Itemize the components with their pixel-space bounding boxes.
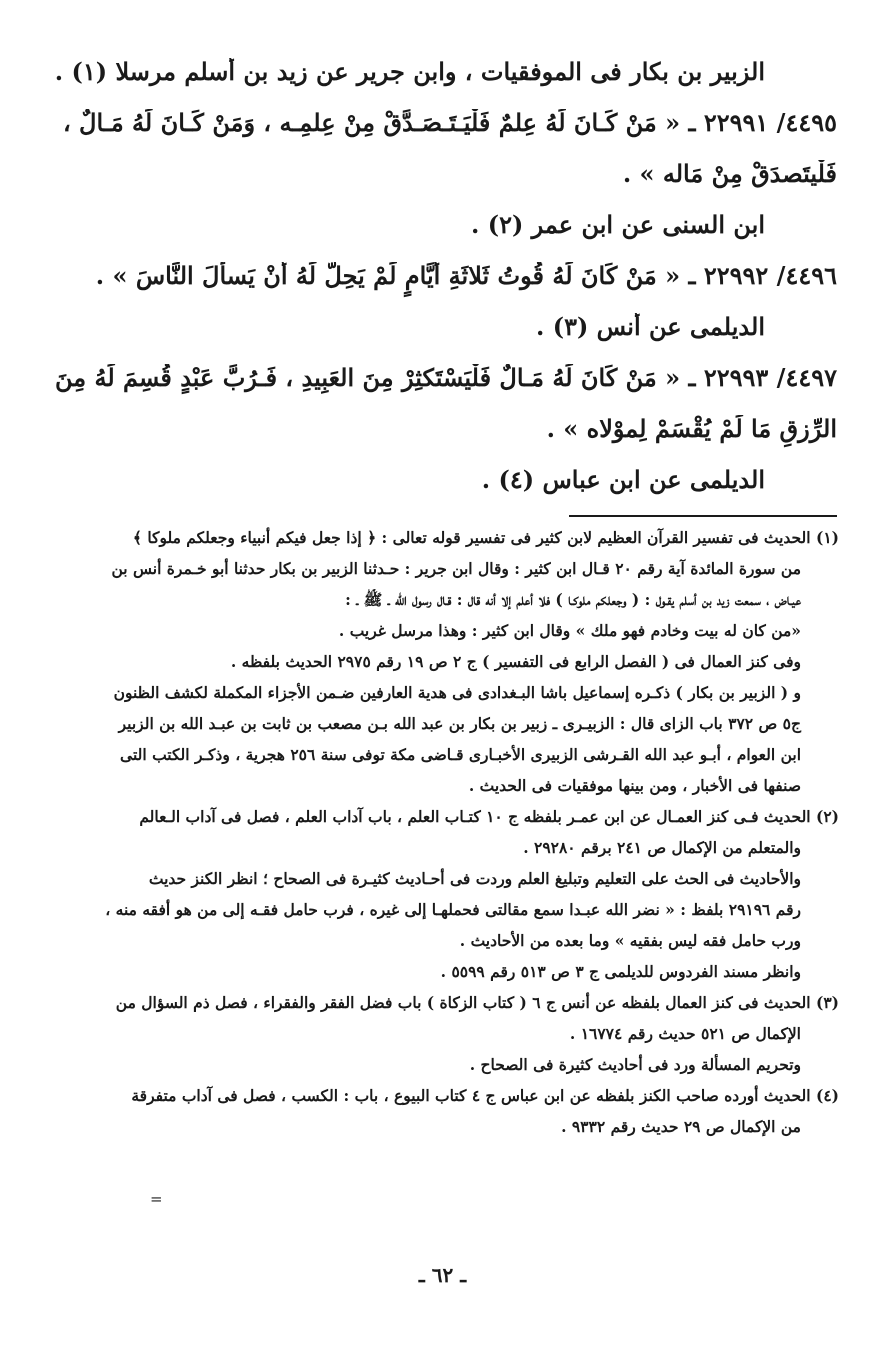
footnote-3-line: (٣) الحديث فى كنز العمال بلفظه عن أنس ج ٦ ( كتاب الزكاة ) باب فضل الفقر والفقراء ، فصل ذم السؤال من — [115, 993, 839, 1012]
footnote-1-line: و ( الزبير بن بكار ) ذكـره إسماعيل باشا البـغدادى فى هدية العارفين ضـمن الأجزاء المكملة لكشف الظنون — [113, 683, 801, 702]
hadith-4497-cont: الرِّزقِ مَا لَمْ يُقْسَمْ لِموْلاه » . — [546, 415, 837, 443]
text-line-attribution: الديلمى عن ابن عباس (٤) . — [481, 466, 765, 494]
footnote-1-line: صنفها فى الأخبار ، ومن بينها موفقيات فى الحديث . — [468, 776, 801, 795]
footnotes — [39, 527, 839, 1147]
footnote-3-line: الإكمال ص ٥٢١ حديث رقم ١٦٧٧٤ . — [569, 1024, 801, 1043]
footnote-2-line: ورب حامل فقه ليس بفقيه » وما بعده من الأحاديث . — [459, 931, 801, 950]
footnote-4-line: (٤) الحديث أورده صاحب الكنز بلفظه عن ابن عباس ج ٤ كتاب البيوع ، باب : الكسب ، فصل فى آداب متفرقة — [131, 1086, 839, 1105]
footnote-separator — [569, 515, 837, 517]
footnote-2-line: والأحاديث فى الحث على التعليم وتبليغ العلم وردت فى أحـاديث كثيـرة فى الصحاح ؛ انظر الكنز حديث — [148, 869, 801, 888]
hadith-4495: ٤٤٩٥/ ٢٢٩٩١ ـ « مَنْ كَـانَ لَهُ عِلمٌ فَلْيَـتَـصَـدَّقْ مِنْ عِلمِـه ، وَمَنْ كَـانَ لَهُ مَـالٌ ، — [62, 109, 837, 137]
hadith-4497: ٤٤٩٧/ ٢٢٩٩٣ ـ « مَنْ كَانَ لَهُ مَـالٌ فَلْيَسْتَكثِرْ مِنَ العَبِيدِ ، فَـرُبَّ عَبْدٍ قُسِمَ لَهُ مِنَ — [54, 364, 837, 392]
text-line-attribution: ابن السنى عن ابن عمر (٢) . — [471, 211, 765, 239]
footnote-1-line: «من كان له بيت وخادم فهو ملك » وقال ابن كثير : وهذا مرسل غريب . — [338, 621, 801, 640]
footnote-2-line: رقم ٢٩١٩٦ بلفظ : « نضر الله عبـدا سمع مقالتى فحملهـا إلى غيره ، فرب حامل فقـه إلى من هو أفقه منه ، — [105, 900, 801, 919]
footnote-1-line: ابن العوام ، أبـو عبد الله القـرشى الزبيرى الأخبـارى قـاضى مكة توفى سنة ٢٥٦ هجرية ، وذكـر الكتب التى — [120, 745, 801, 764]
footnote-1-line: من سورة المائدة آية رقم ٢٠ قـال ابن كثير : وقال ابن جرير : حـدثنا الزبير بن بكار حدثنا أبو خـمرة أنس بن — [111, 559, 801, 578]
footnote-2-line: وانظر مسند الفردوس للديلمى ج ٣ ص ٥١٣ رقم ٥٥٩٩ . — [440, 962, 801, 981]
page-number: ـ ٦٢ ـ — [418, 1263, 467, 1287]
hadith-4495-cont: فَلْيتَصدَقْ مِنْ مَاله » . — [622, 160, 837, 188]
text-line-attribution: الديلمى عن أنس (٣) . — [535, 313, 765, 341]
footnote-1-line: وفى كنز العمال فى ( الفصل الرابع فى التفسير ) ج ٢ ص ١٩ رقم ٢٩٧٥ الحديث بلفظه . — [230, 652, 801, 671]
footnote-2-line: والمتعلم من الإكمال ص ٢٤١ برقم ٢٩٢٨٠ . — [523, 838, 801, 857]
footnote-1-line: ج٥ ص ٣٧٢ باب الزاى قال : الزبيـرى ـ زبير بن بكار بن عبد الله بـن مصعب بن ثابت بن عبـد الله بن الزبير — [118, 714, 801, 733]
footnote-1-line: (١) الحديث فى تفسير القرآن العظيم لابن كثير فى تفسير قوله تعالى : ﴿ إذا جعل فيكم أنبياء وجعلكم ملوكا ﴾ — [132, 528, 839, 547]
footnote-4-line: من الإكمال ص ٢٩ حديث رقم ٩٣٣٢ . — [561, 1117, 801, 1136]
text-line-attribution: الزبير بن بكار فى الموفقيات ، وابن جرير عن زيد بن أسلم مرسلا (١) . — [54, 58, 765, 86]
main-text — [47, 58, 837, 517]
footnote-1-line: عيـاض ، سمعت زيد بن أسلم يقـول : ( وجعلكم ملوكـا ) فلا أعلم إلا أنه قال : قـال رسول الله ـ ﷺ ـ : — [345, 590, 801, 609]
footnote-2-line: (٢) الحديث فـى كنز العمـال عن ابن عمـر بلفظه ج ١٠ كتـاب العلم ، باب آداب العلم ، فصل فى آداب الـعالم — [139, 807, 839, 826]
continuation-mark: = — [150, 1190, 163, 1208]
hadith-4496: ٤٤٩٦/ ٢٢٩٩٢ ـ « مَنْ كَانَ لَهُ قُوتُ ثَلاثَةِ أَيَّامٍ لَمْ يَحِلَّ لَهُ أَنْ يَسأَلَ النَّاسَ » . — [95, 262, 837, 290]
footnote-3-line: وتحريم المسألة ورد فى أحاديث كثيرة فى الصحاح . — [469, 1055, 801, 1074]
